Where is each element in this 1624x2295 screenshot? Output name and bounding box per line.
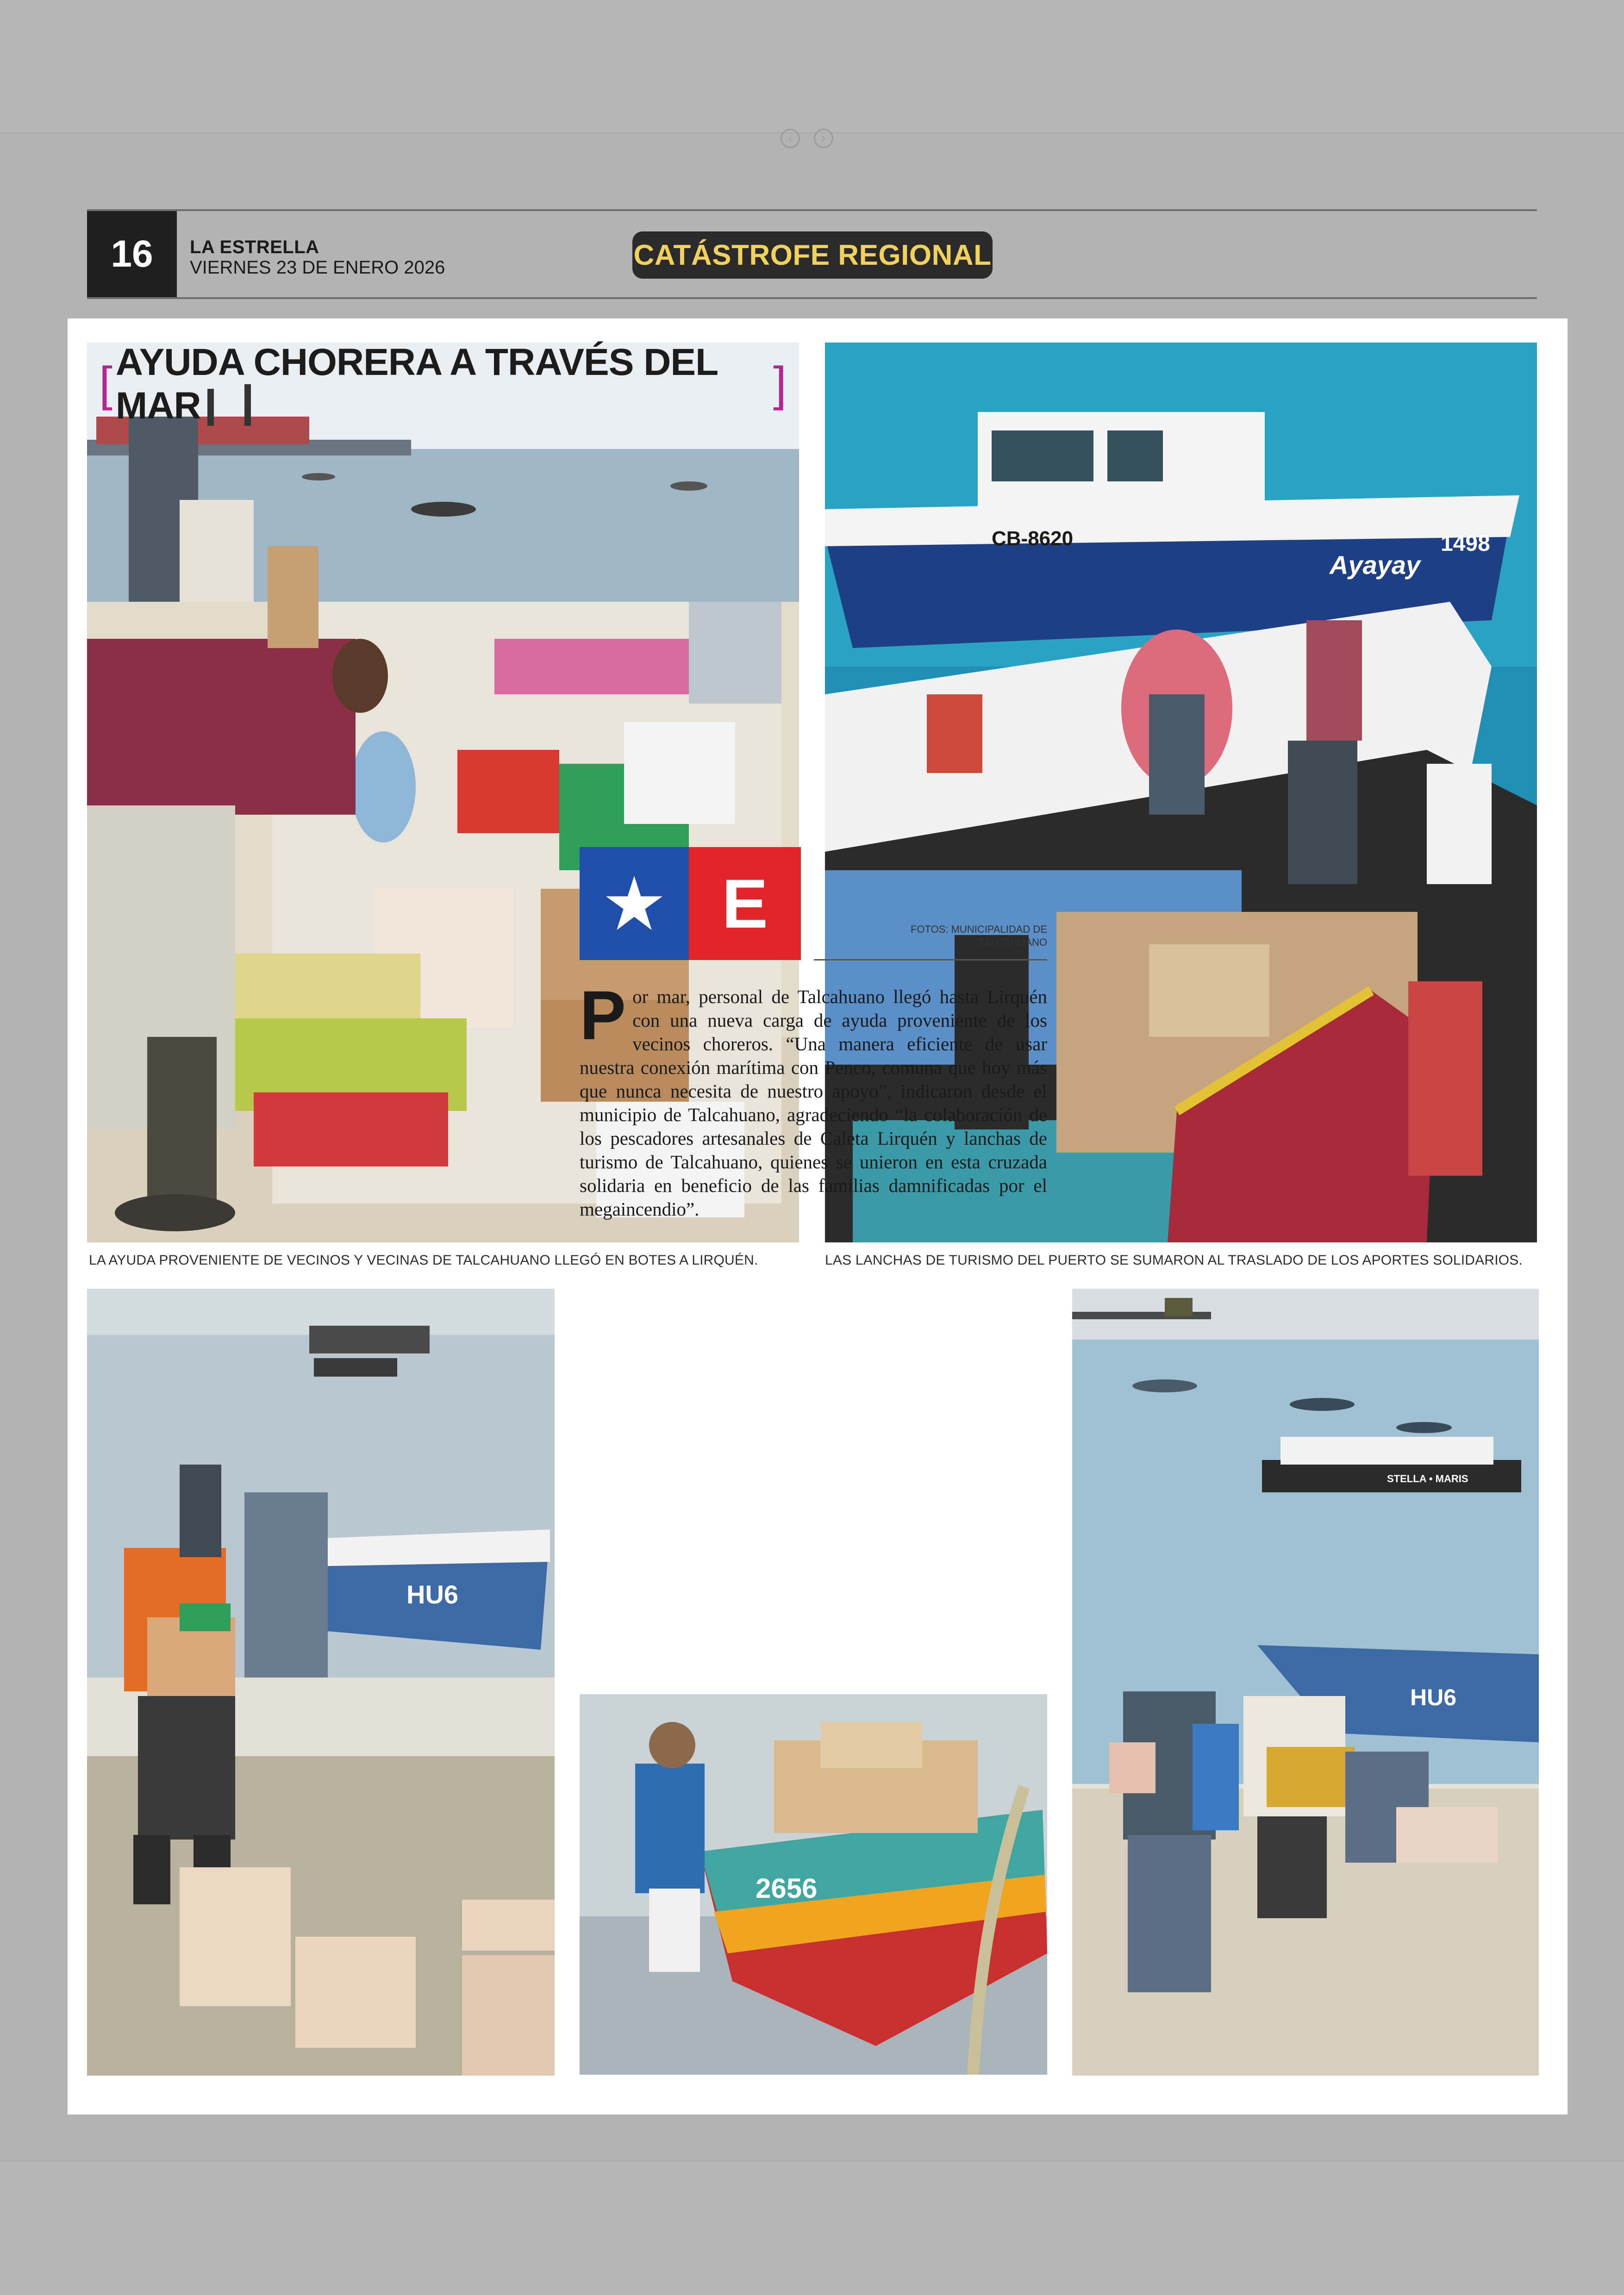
newspaper-logo-badge	[580, 847, 801, 960]
boat-registration-2656: 2656	[756, 1873, 818, 1904]
photo-credit-line-2: TALCAHUANO	[978, 936, 1047, 948]
newspaper-page	[68, 318, 1568, 2114]
boat-name-ayayay: Ayayay	[1330, 550, 1421, 580]
article-text: or mar, personal de Talcahuano llegó hasta Lirquén con una nueva carga de ayuda proveniente de los vecinos choreros. “Una manera eficiente de usar nuestra conexión marítima con Penco, comuna que hoy más que nunca necesita de nuestro apoyo”, indicaron desde el municipio de Talcahuano, agradeciendo “la colaboración de los pescadores artesanales de Caleta Lirquén y lanchas de turismo de Talcahuano, quienes se unieron en esta cruzada solidaria en beneficio de las familias damnificadas por el megaincendio”.	[580, 986, 1047, 1220]
publication-date: VIERNES 23 DE ENERO 2026	[190, 257, 445, 278]
article-drop-cap: P	[580, 976, 626, 1054]
prev-page-icon[interactable]: ‹	[781, 129, 800, 148]
header-rule-bottom	[87, 297, 1537, 299]
headline-bracket-close: ]	[773, 357, 786, 411]
newspaper-name: LA ESTRELLA	[190, 237, 319, 257]
boat-name-stella-maris: STELLA • MARIS	[1387, 1473, 1468, 1484]
logo-letter: E	[689, 847, 801, 960]
viewer-top-band	[0, 0, 1624, 133]
photo-men-unloading	[1072, 1289, 1539, 2076]
boat-number-1498: 1498	[1441, 531, 1490, 556]
headline-text: AYUDA CHORERA A TRAVÉS DEL MAR	[115, 341, 718, 427]
boat-registration-hu6-right: HU6	[1410, 1684, 1457, 1710]
photo-credit	[827, 923, 1047, 949]
logo-star-panel	[580, 847, 689, 960]
photo-caption-1: LA AYUDA PROVENIENTE DE VECINOS Y VECINAS DE TALCAHUANO LLEGÓ EN BOTES A LIRQUÉN.	[89, 1253, 758, 1268]
header-rule-top	[87, 209, 1537, 211]
photo-credit-line-1: FOTOS: MUNICIPALIDAD DE	[910, 923, 1047, 935]
page-number: 16	[87, 211, 177, 297]
boat-registration-hu6-left: HU6	[406, 1580, 459, 1609]
viewer-bottom-band	[0, 2161, 1624, 2295]
star-icon	[604, 873, 664, 934]
credit-rule	[814, 959, 1047, 960]
photo-boat-2656	[580, 1694, 1047, 2075]
headline-bracket-open: [	[99, 357, 112, 411]
section-label: CATÁSTROFE REGIONAL	[632, 231, 993, 279]
article-body	[580, 976, 1047, 1221]
photo-man-carrying-box	[87, 1289, 555, 2076]
next-page-icon[interactable]: ›	[814, 129, 833, 148]
article-headline	[95, 341, 790, 428]
pager-controls	[781, 129, 833, 148]
photo-caption-2: LAS LANCHAS DE TURISMO DEL PUERTO SE SUMARON AL TRASLADO DE LOS APORTES SOLIDARIOS.	[825, 1253, 1523, 1268]
boat-registration-cb8620: CB-8620	[992, 527, 1074, 550]
